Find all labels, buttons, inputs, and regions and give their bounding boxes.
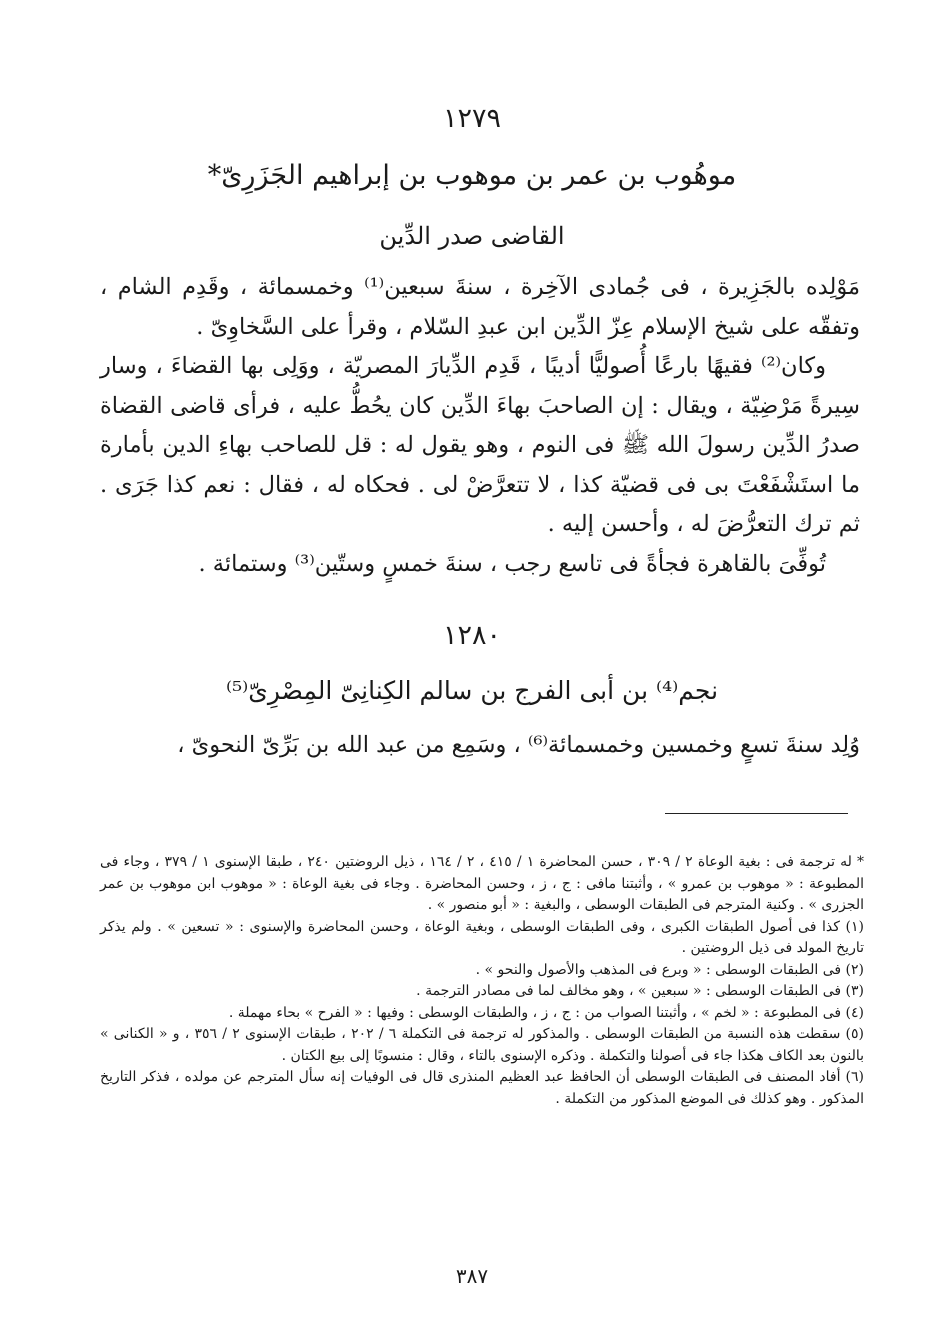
footnote: (٢) فى الطبقات الوسطى : « وبرع فى المذهب والأصول والنحو » . (475, 961, 864, 978)
footnote: (٣) فى الطبقات الوسطى : « سبعين » ، وهو مخالف لما فى مصادر الترجمة . (416, 983, 864, 999)
entry-number: ١٢٧٩ (442, 103, 501, 134)
paragraph: وُلِد سنةَ تسعٍ وخمسين وخمسمائة⁽⁶⁾ ، وسَمِع من عبد الله بن بَرِّىّ النحوىّ ، (177, 732, 860, 758)
entry-name: نجم⁽⁴⁾ بن أبى الفرج بن سالم الكِنانِىّ المِصْرِىّ⁽⁵⁾ (225, 676, 719, 705)
paragraph: مَوْلِده بالجَزِيرة ، فى جُمادى الآخِرة ، سنةَ سبعين⁽¹⁾ وخمسمائة ، وقَدِم الشام ، وتفقّه على شيخ الإسلام عِزّ الدِّين ابن عبدِ السّلام ، وقرأ على السَّخاوِىّ . (100, 274, 860, 340)
footnote: * له ترجمة فى : بغية الوعاة ٢ / ٣٠٩ ، حسن المحاضرة ١ / ٤١٥ ، ٢ / ١٦٤ ، ذيل الروضتين ٢٤٠ ، طبقا الإسنوى ١ / ٣٧٩ ، وجاء فى المطبوعة : « موهوب بن عمرو » ، وأثبتنا مافى : ج ، ز ، وحسن المحاضرة . وجاء فى بغية الوعاة : « موهوب ابن موهوب بن عمر الجزرى » . وكنية المترجم فى الطبقات الوسطى ، والبغية : « أبو منصور » . (100, 854, 865, 913)
paragraph: تُوفِّىَ بالقاهرة فجأةً فى تاسع رجب ، سنةَ خمسٍ وستّين⁽³⁾ وستمائة . (198, 550, 826, 577)
entry-body (100, 726, 860, 766)
entry-number: ١٢٨٠ (442, 620, 501, 651)
footnote: (٥) سقطت هذه النسبة من الطبقات الوسطى . والمذكور له ترجمة فى التكملة ٦ / ٢٠٢ ، طبقات الإسنوى ٢ / ٣٥٦ ، و « الكنانى » بالنون بعد الكاف هكذا جاء فى أصولنا والتكملة . وذكره الإسنوى بالتاء ، وقال : منسوبًا إلى بيع الكتان . (100, 1026, 865, 1064)
footnote: (٦) أفاد المصنف فى الطبقات الوسطى أن الحافظ عبد العظيم المنذرى قال فى الوفيات إنه سأل المترجم عن مولده ، فذكر التاريخ المذكور . وهو كذلك فى الموضع المذكور من التكملة . (100, 1069, 864, 1107)
footnote: (١) كذا فى أصول الطبقات الكبرى ، وفى الطبقات الوسطى ، وبغية الوعاة ، وحسن المحاضرة والإسنوى : « تسعين » . ولم يذكر تاريخ المولد فى ذيل الروضتين . (100, 918, 864, 956)
page-number: ٣٨٧ (455, 1264, 489, 1288)
entry-name: موهُوب بن عمر بن موهوب بن إبراهيم الجَزَرِىّ* (207, 160, 737, 191)
footnote: (٤) فى المطبوعة : « لخم » ، وأثبتنا الصواب من : ج ، ز ، والطبقات الوسطى : وفيها : « الفرح » بحاء مهملة . (228, 1004, 864, 1021)
footnotes (100, 852, 864, 1110)
footnote-separator (665, 813, 848, 814)
paragraph: وكان⁽²⁾ فقيهًا بارعًا أُصوليًّا أديبًا ، قَدِم الدِّيارَ المصريّة ، ووَلِى بها القضاءَ ، وسار سِيرةً مَرْضِيّة ، ويقال : إن الصاحبَ بهاءَ الدِّين كان يحُطُّ عليه ، فرأى قاضى القضاة صدرُ الدِّين رسولَ الله ﷺ فى النوم ، وهو يقول له : قل للصاحب بهاءِ الدين بأمارة ما استَشْفَعْتَ بى فى قضيّة كذا ، لا تتعرَّضْ لى . فحكاه له ، فقال : نعم كذا جَرَى . ثم ترك التعرُّضَ له ، وأحسن إليه . (100, 353, 860, 537)
entry-body (100, 268, 860, 584)
entry-title: القاضى صدر الدِّين (379, 222, 565, 250)
